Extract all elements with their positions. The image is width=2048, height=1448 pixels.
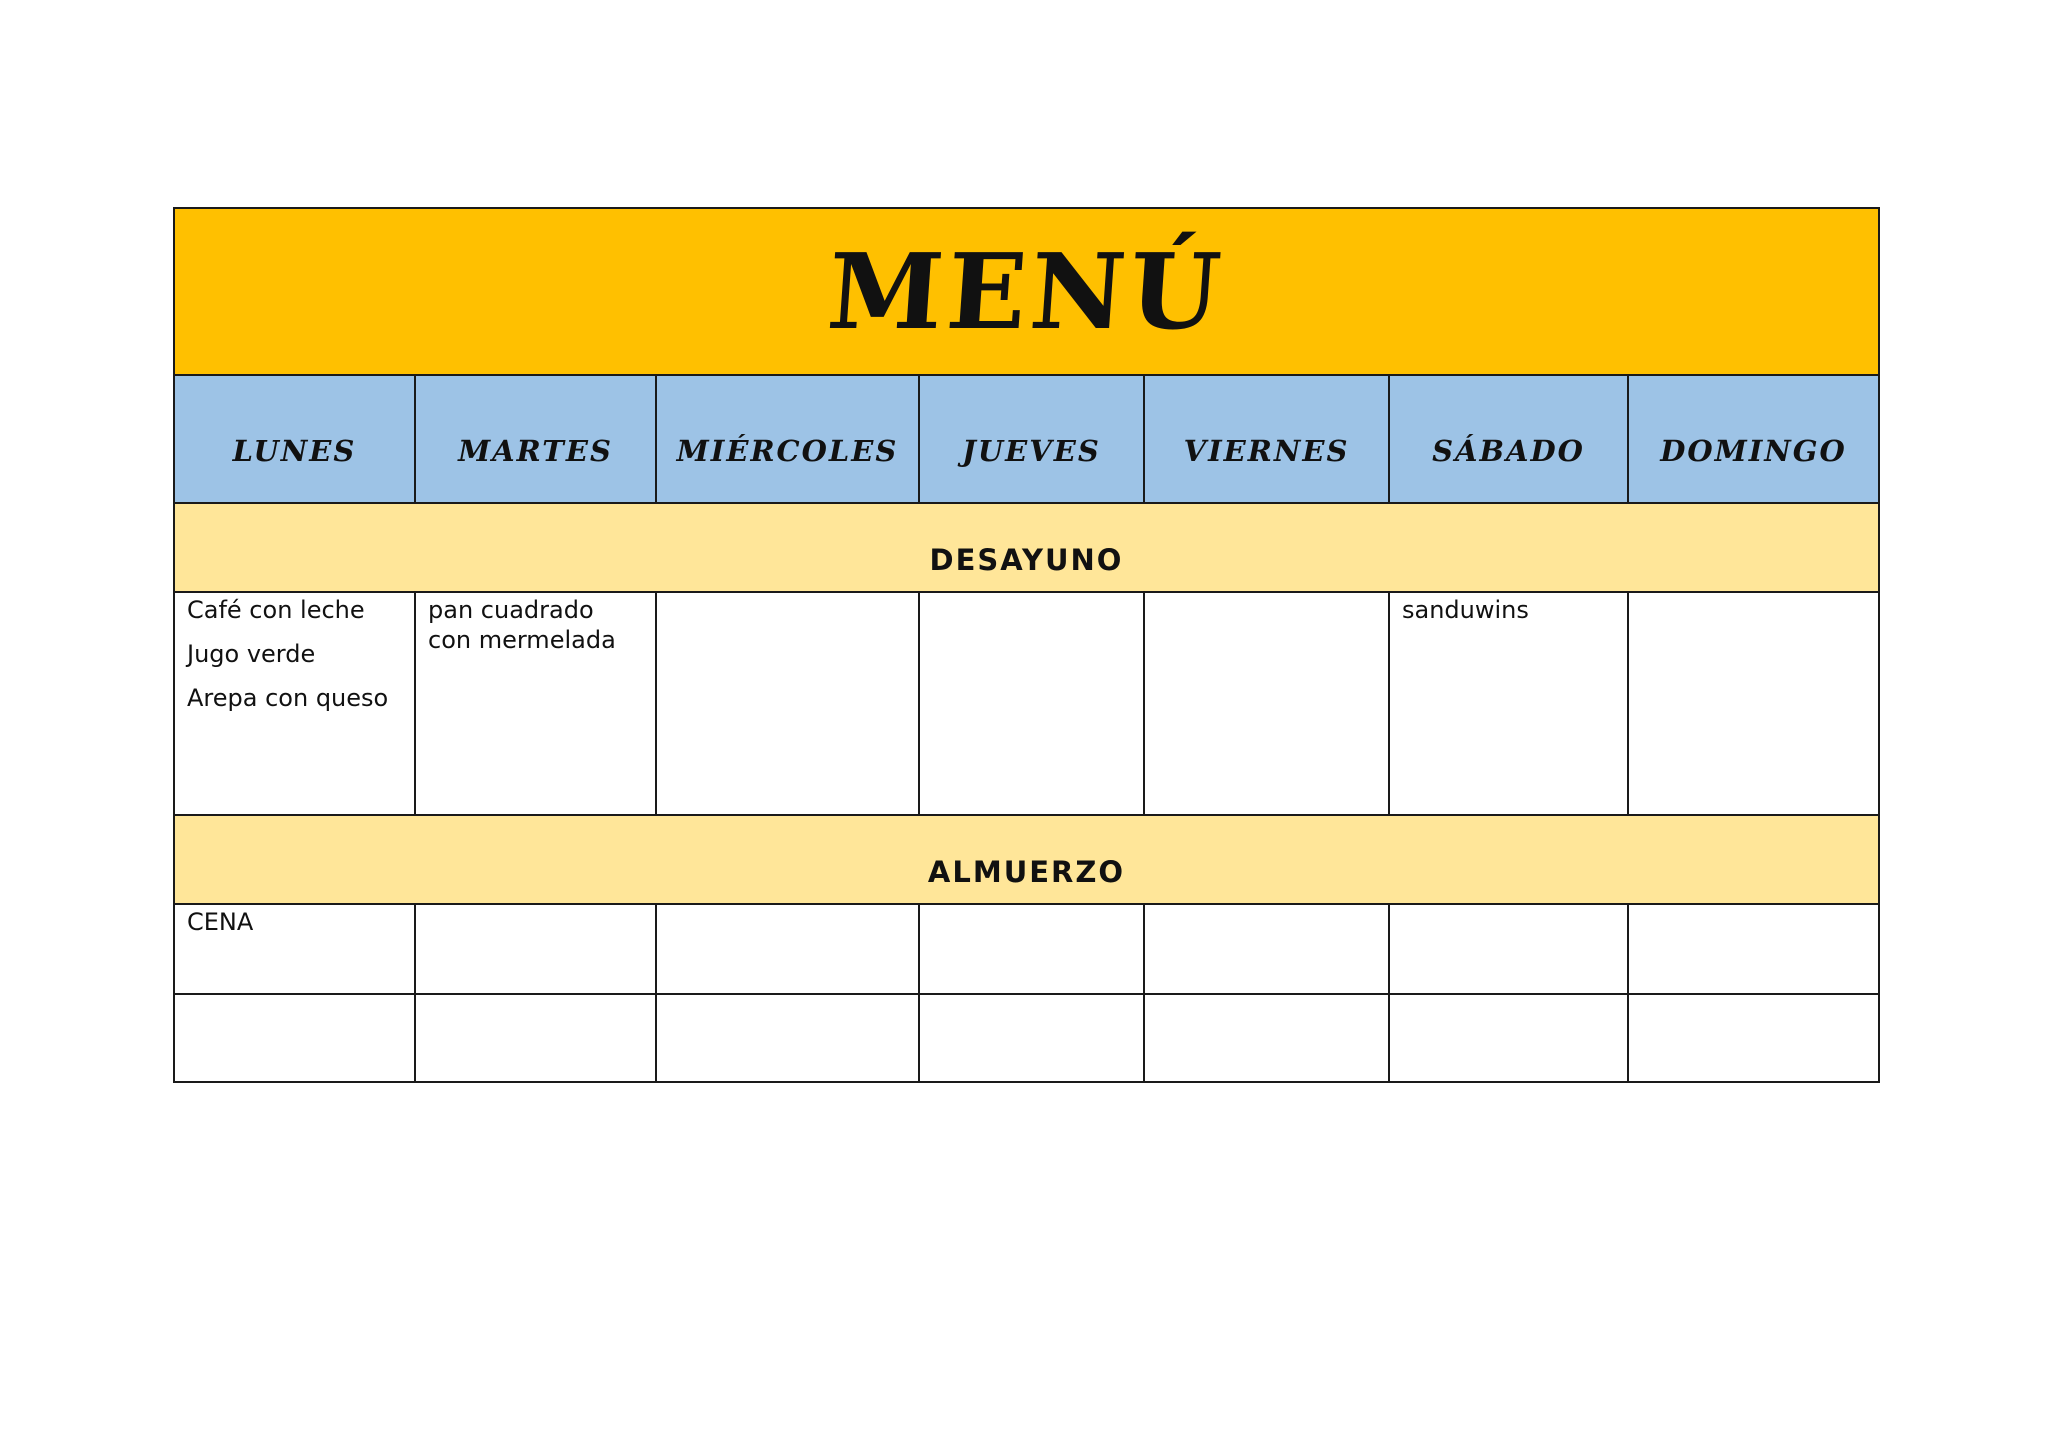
- breakfast-row: [175, 593, 1878, 816]
- dinner-cell-lunes[interactable]: [175, 995, 416, 1081]
- breakfast-item: sanduwins: [1402, 596, 1529, 624]
- breakfast-cell-domingo[interactable]: [1629, 593, 1878, 814]
- dinner-cell-viernes[interactable]: [1145, 995, 1390, 1081]
- breakfast-item: Arepa con queso: [187, 684, 389, 712]
- lunch-cell-miercoles[interactable]: [657, 905, 920, 993]
- dinner-cell-jueves[interactable]: [920, 995, 1145, 1081]
- lunch-cell-lunes[interactable]: [175, 905, 416, 993]
- breakfast-cell-sabado[interactable]: [1390, 593, 1629, 814]
- breakfast-cell-martes[interactable]: [416, 593, 657, 814]
- dinner-cell-martes[interactable]: [416, 995, 657, 1081]
- lunch-cell-sabado[interactable]: [1390, 905, 1629, 993]
- lunch-cell-martes[interactable]: [416, 905, 657, 993]
- breakfast-item: Café con leche: [187, 596, 365, 624]
- title-bar: [175, 209, 1878, 376]
- day-header-jueves: JUEVES: [920, 376, 1145, 502]
- breakfast-section-band: [175, 504, 1878, 593]
- day-header-domingo: DOMINGO: [1660, 434, 1847, 468]
- lunch-label: ALMUERZO: [927, 855, 1126, 889]
- days-header-row: [175, 376, 1878, 504]
- breakfast-cell-viernes[interactable]: [1145, 593, 1390, 814]
- dinner-cell-sabado[interactable]: [1390, 995, 1629, 1081]
- breakfast-cell-jueves[interactable]: [920, 593, 1145, 814]
- menu-table: [173, 207, 1880, 1083]
- lunch-cell-domingo[interactable]: [1629, 905, 1878, 993]
- lunch-row: [175, 905, 1878, 995]
- breakfast-cell-lunes[interactable]: [175, 593, 416, 814]
- dinner-row: [175, 995, 1878, 1081]
- lunch-section-band: [175, 816, 1878, 905]
- dinner-cell-miercoles[interactable]: [657, 995, 920, 1081]
- breakfast-item: Jugo verde: [187, 640, 316, 668]
- breakfast-item: pan cuadrado con mermelada: [428, 596, 616, 654]
- breakfast-cell-miercoles[interactable]: [657, 593, 920, 814]
- day-header-lunes: LUNES: [175, 376, 416, 502]
- day-header-viernes: VIERNES: [1145, 376, 1390, 502]
- lunch-cell-jueves[interactable]: [920, 905, 1145, 993]
- day-header-sabado: SÁBADO: [1390, 376, 1629, 502]
- dinner-cell-domingo[interactable]: [1629, 995, 1878, 1081]
- day-header-miercoles: MIÉRCOLES: [657, 376, 920, 502]
- day-header-martes: MARTES: [416, 376, 657, 502]
- breakfast-label: DESAYUNO: [929, 543, 1124, 577]
- menu-title: MENÚ: [824, 230, 1229, 353]
- lunch-item: CENA: [187, 908, 254, 936]
- lunch-cell-viernes[interactable]: [1145, 905, 1390, 993]
